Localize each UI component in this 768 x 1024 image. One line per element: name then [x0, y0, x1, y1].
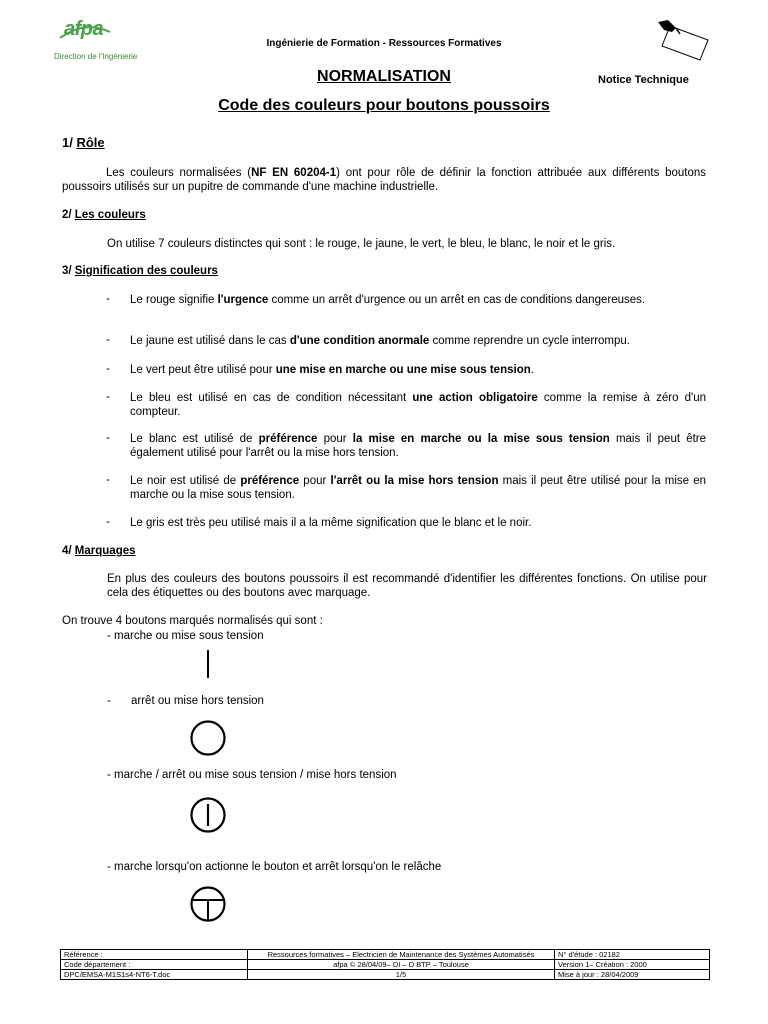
- footer-doc-name: DPC/EMSA-M1S1s4-NT6-T.doc: [61, 970, 248, 980]
- section-number: 4/: [62, 545, 75, 557]
- list-item-yellow: [130, 334, 706, 348]
- text-run: Les couleurs normalisées (: [106, 167, 252, 179]
- off-symbol-icon: [188, 718, 228, 758]
- section-title: Rôle: [76, 135, 105, 150]
- on-off-symbol-icon: [188, 795, 228, 835]
- footer-copyright: afpa © 28/04/09– DI – D BTP – Toulouse: [248, 960, 555, 970]
- footer-study-number: N° d'étude : 02182: [555, 950, 710, 960]
- section-number: 2/: [62, 209, 75, 221]
- header-title: Ingénierie de Formation - Ressources Formatives: [266, 38, 502, 49]
- text-run: Le vert peut être utilisé pour: [130, 364, 276, 376]
- text-run: Le jaune est utilisé dans le cas: [130, 335, 290, 347]
- text-run: comme la remise à zéro d'un compteur.: [130, 392, 707, 418]
- list-dash: -: [106, 432, 110, 444]
- list-dash: -: [106, 474, 110, 486]
- text-run: Le bleu est utilisé en cas de condition nécessitant: [130, 392, 413, 404]
- text-run: Le rouge signifie: [130, 294, 218, 306]
- list-item-blue: [130, 391, 706, 419]
- notice-label: Notice Technique: [598, 74, 689, 86]
- list-dash: -: [106, 391, 110, 403]
- text-run: Le noir est utilisé de: [130, 475, 241, 487]
- list-dash: -: [106, 334, 110, 346]
- text-run: pour: [299, 475, 331, 487]
- section-colors-heading: [62, 209, 146, 221]
- text-bold: une action obligatoire: [412, 392, 538, 404]
- section-number: 1/: [62, 135, 77, 150]
- footer-update-date: Mise à jour : 28/04/2009: [555, 970, 710, 980]
- footer-version: Version 1– Création : 2000: [555, 960, 710, 970]
- text-run: .: [530, 364, 534, 376]
- markings-paragraph: En plus des couleurs des boutons poussoirs il est recommandé d'identifier les différentes fonctions. On utilise pour cela des étiquettes ou des boutons avec marquage.: [107, 573, 707, 599]
- list-dash: -: [106, 516, 110, 528]
- list-dash: -: [106, 293, 110, 305]
- footer-department-label: Code département :: [61, 960, 248, 970]
- list-item-white: [130, 432, 706, 460]
- colors-paragraph: On utilise 7 couleurs distinctes qui sont : le rouge, le jaune, le vert, le bleu, le blanc, le noir et le gris.: [107, 238, 616, 250]
- footer-reference-label: Référence :: [61, 950, 248, 960]
- doc-title: NORMALISATION: [317, 68, 451, 85]
- text-run: comme un arrêt d'urgence ou un arrêt en cas de conditions dangereuses.: [268, 294, 646, 306]
- list-dash: -: [106, 363, 110, 375]
- section-title: Les couleurs: [74, 209, 146, 221]
- doc-subtitle: Code des couleurs pour boutons poussoirs: [218, 97, 550, 114]
- footer-page-number: 1/5: [248, 970, 555, 980]
- list-item-grey: Le gris est très peu utilisé mais il a la même signification que le blanc et le noir.: [130, 517, 532, 529]
- text-run: mais il peut être utilisé pour la mise en marche ou la mise sous tension.: [130, 475, 706, 501]
- text-bold: d'une condition anormale: [289, 335, 430, 347]
- text-bold: préférence: [258, 433, 318, 445]
- footer-table: [60, 949, 710, 980]
- logo-subtitle: Direction de l'Ingénierie: [54, 52, 138, 61]
- marking-on-label: - marche ou mise sous tension: [107, 630, 264, 642]
- section-number: 3/: [62, 265, 75, 277]
- list-item-red: [130, 293, 706, 307]
- text-run: ) ont pour rôle de définir la fonction attribuée aux différents boutons poussoirs utilisés sur un pupitre de commande d'une machine industrielle.: [62, 167, 707, 193]
- section-role-heading: [62, 135, 105, 150]
- text-bold: une mise en marche ou une mise sous tension: [275, 364, 531, 376]
- list-dash: -: [107, 695, 111, 707]
- norm-reference: NF EN 60204-1: [251, 167, 337, 179]
- text-bold: préférence: [240, 475, 300, 487]
- hand-card-icon: [656, 18, 712, 62]
- section-title: Marquages: [74, 545, 136, 557]
- text-run: pour: [317, 433, 353, 445]
- marking-onoff-label: - marche / arrêt ou mise sous tension / mise hors tension: [107, 769, 397, 781]
- markings-intro: On trouve 4 boutons marqués normalisés qui sont :: [62, 615, 323, 627]
- marking-momentary-label: - marche lorsqu'on actionne le bouton et arrêt lorsqu'on le relâche: [107, 861, 442, 873]
- text-bold: l'arrêt ou la mise hors tension: [330, 475, 499, 487]
- text-bold: l'urgence: [217, 294, 269, 306]
- on-symbol-icon: [200, 648, 216, 680]
- text-run: mais il peut être également utilisé pour l'arrêt ou la mise hors tension.: [130, 433, 707, 459]
- section-markings-heading: [62, 545, 136, 557]
- list-item-black: [130, 474, 706, 502]
- text-bold: la mise en marche ou la mise sous tension: [352, 433, 610, 445]
- section-title: Signification des couleurs: [74, 265, 218, 277]
- role-paragraph: [62, 166, 706, 194]
- footer-resources: Ressources formatives – Electricien de Maintenance des Systèmes Automatisés: [248, 950, 555, 960]
- section-meaning-heading: [62, 265, 218, 277]
- text-run: comme reprendre un cycle interrompu.: [429, 335, 630, 347]
- marking-off-label: arrêt ou mise hors tension: [131, 695, 264, 707]
- momentary-symbol-icon: [188, 884, 228, 924]
- list-item-green: [130, 363, 706, 377]
- text-run: Le blanc est utilisé de: [130, 433, 259, 445]
- logo-word: afpa: [64, 18, 104, 40]
